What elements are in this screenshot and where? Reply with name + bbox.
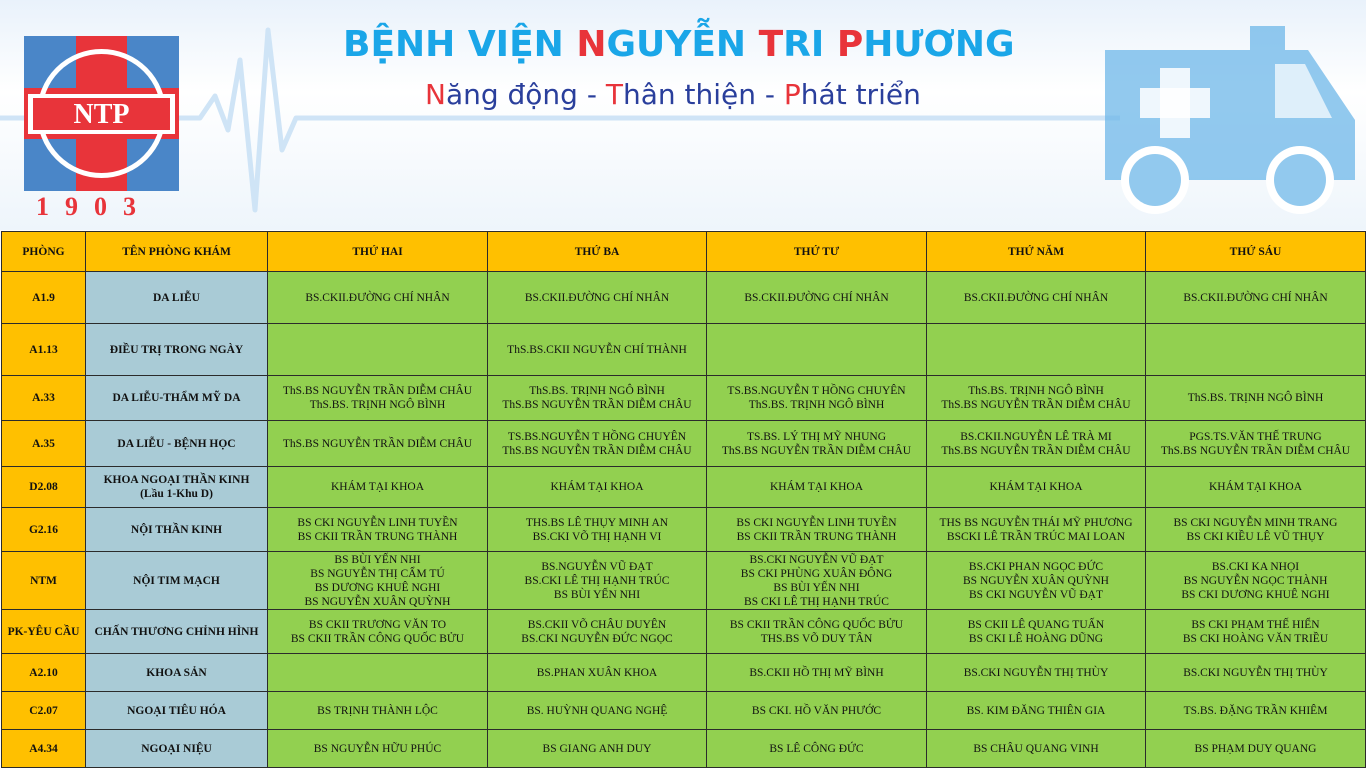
cell-line: BS.NGUYỄN VŨ ĐẠT — [541, 560, 653, 573]
doctor-schedule-cell — [707, 730, 927, 768]
table-row — [2, 508, 1366, 552]
table-row — [2, 467, 1366, 508]
column-header: THỨ NĂM — [927, 232, 1146, 272]
room-code-cell: D2.08 — [2, 467, 86, 508]
table-row — [2, 324, 1366, 376]
cell-line: BS NGUYỄN NGỌC THÀNH — [1183, 574, 1328, 587]
cell-line: ThS.BS.CKII NGUYỄN CHÍ THÀNH — [507, 343, 687, 356]
cell-line: BS.CKII.ĐƯỜNG CHÍ NHÂN — [744, 291, 889, 304]
table-row — [2, 552, 1366, 610]
doctor-schedule-cell — [488, 508, 707, 552]
hospital-logo — [24, 36, 179, 191]
cell-line: BS CKII TRẦN CÔNG QUỐC BỬU — [729, 618, 904, 631]
title-segment: HƯƠNG — [863, 24, 1015, 65]
cell-line: DA LIỄU-THẨM MỸ DA — [112, 392, 241, 404]
doctor-schedule-cell — [268, 610, 488, 654]
doctor-schedule-cell — [1146, 730, 1366, 768]
clinic-name-cell — [86, 467, 268, 508]
doctor-schedule-cell — [927, 421, 1146, 467]
clinic-name-cell — [86, 552, 268, 610]
doctor-schedule-cell — [927, 508, 1146, 552]
cell-line: KHOA SẢN — [146, 666, 207, 679]
title-segment: RI — [783, 24, 837, 65]
cell-line: BS PHẠM DUY QUANG — [1194, 742, 1317, 755]
cell-line: BS.CKII HỒ THỊ MỸ BÌNH — [749, 666, 884, 679]
logo-year: 1903 — [36, 192, 152, 221]
cell-line: BS CKI DƯƠNG KHUÊ NGHI — [1181, 588, 1330, 601]
column-header: TÊN PHÒNG KHÁM — [86, 232, 268, 272]
cell-line: ThS.BS. TRỊNH NGÔ BÌNH — [309, 399, 446, 411]
cell-line: BS TRỊNH THÀNH LỘC — [317, 704, 438, 717]
doctor-schedule-cell — [927, 272, 1146, 324]
cell-line: DA LIỄU — [153, 291, 200, 304]
cell-line: ThS.BS. TRỊNH NGÔ BÌNH — [1187, 392, 1324, 404]
doctor-schedule-cell — [268, 730, 488, 768]
subtitle-segment: P — [783, 78, 801, 111]
room-code-cell: NTM — [2, 552, 86, 610]
table-row — [2, 421, 1366, 467]
cell-line: BS.CKII.ĐƯỜNG CHÍ NHÂN — [524, 291, 670, 304]
doctor-schedule-cell — [927, 692, 1146, 730]
column-header: PHÒNG — [2, 232, 86, 272]
cell-line: BS BÙI YẾN NHI — [553, 588, 641, 601]
doctor-schedule-cell — [707, 692, 927, 730]
doctor-schedule-cell — [268, 692, 488, 730]
doctor-schedule-cell — [707, 654, 927, 692]
cell-line: BS.PHAN XUÂN KHOA — [536, 666, 658, 679]
cell-line: ThS.BS. TRỊNH NGÔ BÌNH — [529, 385, 665, 397]
cell-line: BS.CKII.ĐƯỜNG CHÍ NHÂN — [1183, 291, 1328, 304]
doctor-schedule-cell — [927, 552, 1146, 610]
cell-line: NỘI THẦN KINH — [130, 523, 223, 536]
title-segment: T — [758, 24, 784, 65]
cell-line: ThS.BS NGUYỄN TRẦN DIỄM CHÂU — [502, 444, 692, 457]
room-code-cell: A1.13 — [2, 324, 86, 376]
doctor-schedule-cell — [927, 324, 1146, 376]
cell-line: BS.CKII.ĐƯỜNG CHÍ NHÂN — [963, 291, 1109, 304]
room-code-cell: A1.9 — [2, 272, 86, 324]
room-code-cell: G2.16 — [2, 508, 86, 552]
subtitle-segment: N — [425, 78, 446, 111]
subtitle-segment: ăng động - — [445, 78, 606, 111]
cell-line: BS CKI. HỒ VĂN PHƯỚC — [751, 704, 882, 717]
cell-line: TS.BS.NGUYỄN T HỒNG CHUYÊN — [507, 430, 687, 443]
clinic-schedule-table — [1, 231, 1366, 768]
column-header: THỨ HAI — [268, 232, 488, 272]
doctor-schedule-cell — [1146, 610, 1366, 654]
table-header-row — [2, 232, 1366, 272]
title-segment: BỆNH VIỆN — [343, 24, 577, 65]
room-code-cell: A4.34 — [2, 730, 86, 768]
cell-line: BS CKI LÊ THỊ HẠNH TRÚC — [744, 595, 889, 608]
doctor-schedule-cell — [1146, 508, 1366, 552]
cell-line: KHÁM TẠI KHOA — [330, 481, 425, 493]
column-header: THỨ SÁU — [1146, 232, 1366, 272]
doctor-schedule-cell — [488, 654, 707, 692]
doctor-schedule-cell — [488, 376, 707, 421]
doctor-schedule-cell — [707, 272, 927, 324]
doctor-schedule-cell — [1146, 654, 1366, 692]
cell-line: BS.CKI KA NHỌI — [1211, 560, 1300, 573]
cell-line: TS.BS.NGUYỄN T HỒNG CHUYÊN — [727, 385, 906, 397]
cell-line: BS NGUYỄN XUÂN QUỲNH — [304, 595, 451, 608]
cell-line: BS.CKII VÕ CHÂU DUYÊN — [527, 618, 667, 631]
doctor-schedule-cell — [1146, 692, 1366, 730]
doctor-schedule-cell — [1146, 552, 1366, 610]
doctor-schedule-cell — [488, 467, 707, 508]
doctor-schedule-cell — [707, 376, 927, 421]
logo-text: NTP — [73, 99, 130, 130]
cell-line: BS NGUYỄN THỊ CẨM TÚ — [310, 567, 445, 580]
room-code-cell: A2.10 — [2, 654, 86, 692]
doctor-schedule-cell — [268, 272, 488, 324]
cell-line: BS CKII TRẦN TRUNG THÀNH — [297, 530, 458, 543]
cell-line: ThS.BS NGUYỄN TRẦN DIỄM CHÂU — [721, 444, 912, 457]
table-row — [2, 272, 1366, 324]
cell-line: BS.CKI NGUYỄN ĐỨC NGỌC — [521, 632, 673, 645]
cell-line: BS CKII TRẦN CÔNG QUỐC BỬU — [290, 632, 465, 645]
room-code-cell: A.35 — [2, 421, 86, 467]
cell-line: (Lầu 1-Khu D) — [140, 488, 213, 500]
cell-line: BS CKII LÊ QUANG TUẤN — [967, 618, 1105, 631]
table-row — [2, 610, 1366, 654]
cell-line: BS. HUỲNH QUANG NGHỆ — [526, 704, 668, 717]
doctor-schedule-cell — [707, 610, 927, 654]
cell-line: BS CKI PHẠM THẾ HIỂN — [1191, 618, 1320, 631]
doctor-schedule-cell — [268, 654, 488, 692]
cell-line: BSCKI LÊ TRẦN TRÚC MAI LOAN — [946, 530, 1126, 543]
cell-line: BS CKII TRẦN TRUNG THÀNH — [736, 530, 897, 543]
cell-line: BS CHÂU QUANG VINH — [973, 742, 1099, 755]
title-segment: N — [576, 24, 607, 65]
cell-line: BS.CKII.NGUYỄN LÊ TRÀ MI — [960, 430, 1112, 443]
cell-line: TS.BS. LÝ THỊ MỸ NHUNG — [746, 430, 887, 443]
cell-line: BS CKI PHÙNG XUÂN ĐÔNG — [740, 567, 893, 580]
doctor-schedule-cell — [1146, 272, 1366, 324]
cell-line: THS.BS VÕ DUY TÂN — [760, 632, 873, 645]
hospital-slogan — [425, 78, 921, 111]
cell-line: ThS.BS. TRỊNH NGÔ BÌNH — [748, 399, 885, 411]
cell-line: KHOA NGOẠI THẦN KINH — [103, 474, 250, 486]
title-segment: GUYỄN — [606, 24, 759, 65]
doctor-schedule-cell — [1146, 467, 1366, 508]
cell-line: KHÁM TẠI KHOA — [989, 481, 1083, 493]
cell-line: BS.CKI NGUYỄN VŨ ĐẠT — [749, 553, 884, 566]
page-header — [0, 0, 1366, 230]
column-header: THỨ BA — [488, 232, 707, 272]
cell-line: BS CKI NGUYỄN MINH TRANG — [1173, 516, 1338, 529]
hospital-name-title — [343, 24, 1015, 65]
clinic-name-cell — [86, 324, 268, 376]
clinic-name-cell — [86, 421, 268, 467]
doctor-schedule-cell — [1146, 421, 1366, 467]
subtitle-segment: T — [605, 78, 623, 111]
cell-line: PGS.TS.VĂN THẾ TRUNG — [1189, 430, 1322, 443]
doctor-schedule-cell — [927, 610, 1146, 654]
cell-line: KHÁM TẠI KHOA — [550, 481, 644, 493]
room-code-cell: PK-YÊU CẦU — [2, 610, 86, 654]
room-code-cell: A.33 — [2, 376, 86, 421]
cell-line: BS.CKI PHAN NGỌC ĐỨC — [968, 560, 1104, 573]
table-row — [2, 730, 1366, 768]
cell-line: BS.CKI VÕ THỊ HẠNH VI — [532, 530, 662, 543]
doctor-schedule-cell — [927, 467, 1146, 508]
clinic-name-cell — [86, 610, 268, 654]
cell-line: KHÁM TẠI KHOA — [769, 481, 864, 493]
doctor-schedule-cell — [927, 730, 1146, 768]
doctor-schedule-cell — [488, 421, 707, 467]
doctor-schedule-cell — [927, 654, 1146, 692]
cell-line: BS CKI KIỀU LÊ VŨ THỤY — [1186, 530, 1325, 543]
cell-line: NỘI TIM MẠCH — [133, 574, 220, 587]
cell-line: ThS.BS NGUYỄN TRẦN DIỄM CHÂU — [941, 444, 1131, 457]
doctor-schedule-cell — [707, 421, 927, 467]
column-header: THỨ TƯ — [707, 232, 927, 272]
doctor-schedule-cell — [488, 272, 707, 324]
table-row — [2, 376, 1366, 421]
cell-line: KHÁM TẠI KHOA — [1208, 481, 1303, 493]
doctor-schedule-cell — [488, 324, 707, 376]
doctor-schedule-cell — [488, 730, 707, 768]
cell-line: BS.CKI LÊ THỊ HẠNH TRÚC — [524, 574, 670, 587]
cell-line: BS.CKI NGUYỄN THỊ THÙY — [1183, 666, 1328, 679]
cell-line: ĐIỀU TRỊ TRONG NGÀY — [109, 343, 244, 356]
cell-line: BS CKI NGUYỄN LINH TUYỀN — [297, 516, 458, 529]
cell-line: BS LÊ CÔNG ĐỨC — [769, 742, 864, 755]
cell-line: BS BÙI YẾN NHI — [773, 581, 860, 594]
cell-line: NGOẠI NIỆU — [141, 742, 212, 755]
doctor-schedule-cell — [268, 508, 488, 552]
cell-line: BS CKII TRƯƠNG VĂN TO — [308, 618, 447, 631]
cell-line: NGOẠI TIÊU HÓA — [127, 704, 226, 717]
clinic-name-cell — [86, 376, 268, 421]
subtitle-segment: hát triển — [800, 78, 921, 111]
clinic-name-cell — [86, 730, 268, 768]
title-segment: P — [836, 24, 864, 65]
table-row — [2, 654, 1366, 692]
cell-line: BS CKI LÊ HOÀNG DŨNG — [968, 632, 1104, 645]
doctor-schedule-cell — [268, 324, 488, 376]
room-code-cell: C2.07 — [2, 692, 86, 730]
cell-line: BS BÙI YẾN NHI — [334, 553, 421, 566]
doctor-schedule-cell — [268, 376, 488, 421]
clinic-name-cell — [86, 692, 268, 730]
cell-line: BS DƯƠNG KHUÊ NGHI — [314, 581, 441, 594]
table-row — [2, 692, 1366, 730]
cell-line: DA LIỄU - BỆNH HỌC — [117, 437, 236, 450]
cell-line: BS CKI HOÀNG VĂN TRIỀU — [1182, 632, 1329, 645]
doctor-schedule-cell — [488, 610, 707, 654]
doctor-schedule-cell — [488, 552, 707, 610]
cell-line: BS CKI NGUYỄN VŨ ĐẠT — [969, 588, 1103, 601]
cell-line: BS NGUYỄN HỮU PHÚC — [313, 742, 442, 755]
doctor-schedule-cell — [707, 508, 927, 552]
cell-line: BS. KIM ĐĂNG THIÊN GIA — [966, 704, 1106, 717]
cell-line: ThS.BS. TRỊNH NGÔ BÌNH — [968, 385, 1104, 397]
clinic-name-cell — [86, 508, 268, 552]
doctor-schedule-cell — [1146, 376, 1366, 421]
cell-line: ThS.BS NGUYỄN TRẦN DIỄM CHÂU — [1160, 444, 1351, 457]
cell-line: THS BS NGUYỄN THÁI MỸ PHƯƠNG — [939, 516, 1133, 529]
cell-line: ThS.BS NGUYỄN TRẦN DIỄM CHÂU — [941, 399, 1131, 411]
cell-line: ThS.BS NGUYỄN TRẦN DIỄM CHÂU — [282, 437, 473, 450]
doctor-schedule-cell — [1146, 324, 1366, 376]
doctor-schedule-cell — [268, 421, 488, 467]
doctor-schedule-cell — [927, 376, 1146, 421]
doctor-schedule-cell — [268, 552, 488, 610]
cell-line: ThS.BS NGUYỄN TRẦN DIỄM CHÂU — [502, 399, 692, 411]
cell-line: BS CKI NGUYỄN LINH TUYỀN — [736, 516, 897, 529]
cell-line: THS.BS LÊ THỤY MINH AN — [525, 516, 669, 529]
doctor-schedule-cell — [268, 467, 488, 508]
doctor-schedule-cell — [707, 552, 927, 610]
ambulance-icon — [1100, 20, 1360, 220]
clinic-name-cell — [86, 654, 268, 692]
cell-line: BS NGUYỄN XUÂN QUỲNH — [963, 574, 1109, 587]
cell-line: CHẤN THƯƠNG CHỈNH HÌNH — [94, 625, 259, 638]
doctor-schedule-cell — [707, 324, 927, 376]
cell-line: TS.BS. ĐẶNG TRẦN KHIÊM — [1183, 704, 1328, 717]
doctor-schedule-cell — [488, 692, 707, 730]
doctor-schedule-cell — [707, 467, 927, 508]
cell-line: BS GIANG ANH DUY — [542, 742, 652, 755]
cell-line: BS.CKII.ĐƯỜNG CHÍ NHÂN — [305, 291, 450, 304]
subtitle-segment: hân thiện - — [622, 78, 784, 111]
clinic-name-cell — [86, 272, 268, 324]
cell-line: ThS.BS NGUYỄN TRẦN DIỄM CHÂU — [282, 385, 473, 397]
cell-line: BS.CKI NGUYỄN THỊ THÙY — [963, 666, 1109, 679]
